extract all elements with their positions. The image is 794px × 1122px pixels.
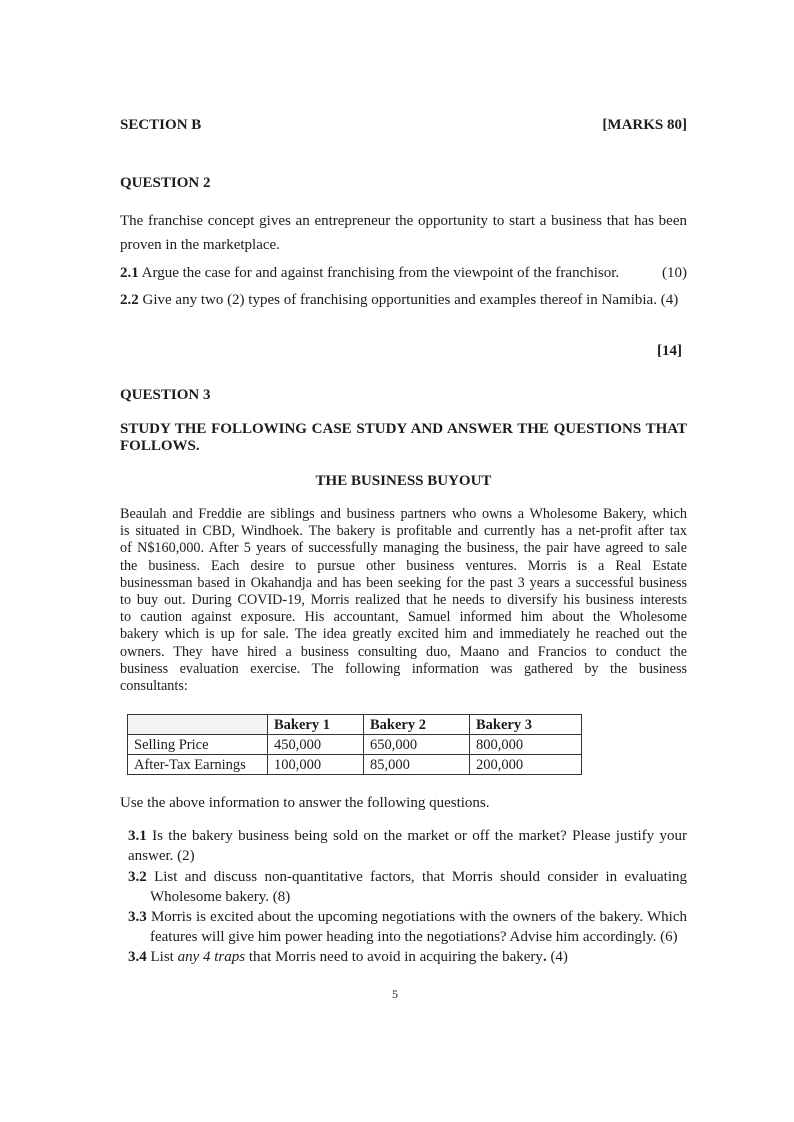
question-text-cont: answer. (2) xyxy=(128,848,195,864)
table-cell: 450,000 xyxy=(268,735,364,755)
case-line: the business. Each desire to pursue other business ventures. Morris is a Real Estate xyxy=(120,557,687,574)
case-line: is situated in CBD, Windhoek. The bakery is profitable and currently has a net-profit after tax xyxy=(120,523,687,540)
section-header xyxy=(120,116,687,135)
table-cell: 200,000 xyxy=(470,755,582,775)
table-header-cell xyxy=(128,715,268,735)
question-text: Give any two (2) types of franchising opportunities and examples thereof in Namibia. (4) xyxy=(138,292,679,308)
table-cell: Selling Price xyxy=(128,735,268,755)
table-cell: 85,000 xyxy=(364,755,470,775)
question-2-2 xyxy=(120,288,687,312)
question-marks: (10) xyxy=(662,265,687,281)
question-text: that Morris need to avoid in acquiring the bakery xyxy=(245,949,543,965)
table-cell: 800,000 xyxy=(470,735,582,755)
question-2-1 xyxy=(120,261,687,285)
table-cell: 650,000 xyxy=(364,735,470,755)
question-number: 3.4 xyxy=(128,949,147,965)
question-text: Argue the case for and against franchising from the viewpoint of the franchisor. xyxy=(138,265,620,281)
question-marks: (4) xyxy=(546,949,568,965)
case-line: to caution against exposure. His accountant, Samuel informed him about the Wholesome xyxy=(120,609,687,626)
question-number: 3.3 xyxy=(128,909,147,925)
question-number: 3.2 xyxy=(128,869,147,885)
question-2-intro-line-2: proven in the marketplace. xyxy=(120,237,280,253)
bakery-comparison-table xyxy=(127,714,582,775)
question-text: List xyxy=(146,949,178,965)
question-text-cont: features will give him power heading into the negotiations? Advise him accordingly. (6) xyxy=(150,929,678,945)
section-marks: [MARKS 80] xyxy=(602,117,687,133)
question-2-intro xyxy=(120,209,687,257)
use-info-instruction: Use the above information to answer the following questions. xyxy=(120,795,490,811)
question-3-instruction: STUDY THE FOLLOWING CASE STUDY AND ANSWER THE QUESTIONS THAT FOLLOWS. xyxy=(120,421,687,454)
case-line: owners. They have hired a business consulting duo, Maano and Francios to conduct the xyxy=(120,643,687,660)
question-3-1 xyxy=(128,826,687,866)
case-study-title: THE BUSINESS BUYOUT xyxy=(315,473,492,489)
question-3-2 xyxy=(128,867,687,907)
question-number: 2.1 xyxy=(120,265,139,281)
question-3-3 xyxy=(128,907,687,947)
question-text: Morris is excited about the upcoming negotiations with the owners of the bakery. Which xyxy=(146,909,687,925)
case-line: Beaulah and Freddie are siblings and business partners who owns a Wholesome Bakery, which xyxy=(120,506,687,522)
case-line: of N$160,000. After 5 years of successfully managing the business, the pair have agreed to sale xyxy=(120,540,687,557)
table-cell: 100,000 xyxy=(268,755,364,775)
question-3-4 xyxy=(128,947,687,967)
question-text-cont: Wholesome bakery. (8) xyxy=(150,889,291,905)
section-title: SECTION B xyxy=(120,117,202,133)
question-text: Is the bakery business being sold on the market or off the market? Please justify your xyxy=(146,828,687,844)
case-study-body xyxy=(120,506,687,695)
case-line: businessman based in Okahandja and has been seeking for the past 3 years a successful business xyxy=(120,574,687,591)
table-header-cell: Bakery 2 xyxy=(364,715,470,735)
question-2-heading: QUESTION 2 xyxy=(120,175,211,191)
case-line: business evaluation exercise. The following information was gathered by the business xyxy=(120,660,687,677)
question-number: 2.2 xyxy=(120,292,139,308)
case-line: bakery which is up for sale. The idea greatly excited him and immediately he reached out the xyxy=(120,626,687,643)
table-header-row xyxy=(128,715,582,735)
question-2-total: [14] xyxy=(657,343,682,359)
table-header-cell: Bakery 1 xyxy=(268,715,364,735)
question-text: List and discuss non-quantitative factors, that Morris should consider in evaluating xyxy=(146,869,687,885)
table-header-cell: Bakery 3 xyxy=(470,715,582,735)
page-number: 5 xyxy=(392,987,398,1001)
question-emphasis: any 4 traps xyxy=(177,949,246,965)
case-line-last: consultants: xyxy=(120,678,188,695)
question-3-heading: QUESTION 3 xyxy=(120,387,211,403)
table-row xyxy=(128,755,582,775)
question-number: 3.1 xyxy=(128,828,147,844)
table-row xyxy=(128,735,582,755)
table-cell: After-Tax Earnings xyxy=(128,755,268,775)
case-line: to buy out. During COVID-19, Morris realized that he needs to diversify his business interests xyxy=(120,592,687,609)
question-period: . xyxy=(542,949,547,965)
question-2-intro-line-1: The franchise concept gives an entrepreneur the opportunity to start a business that has been xyxy=(120,213,687,229)
